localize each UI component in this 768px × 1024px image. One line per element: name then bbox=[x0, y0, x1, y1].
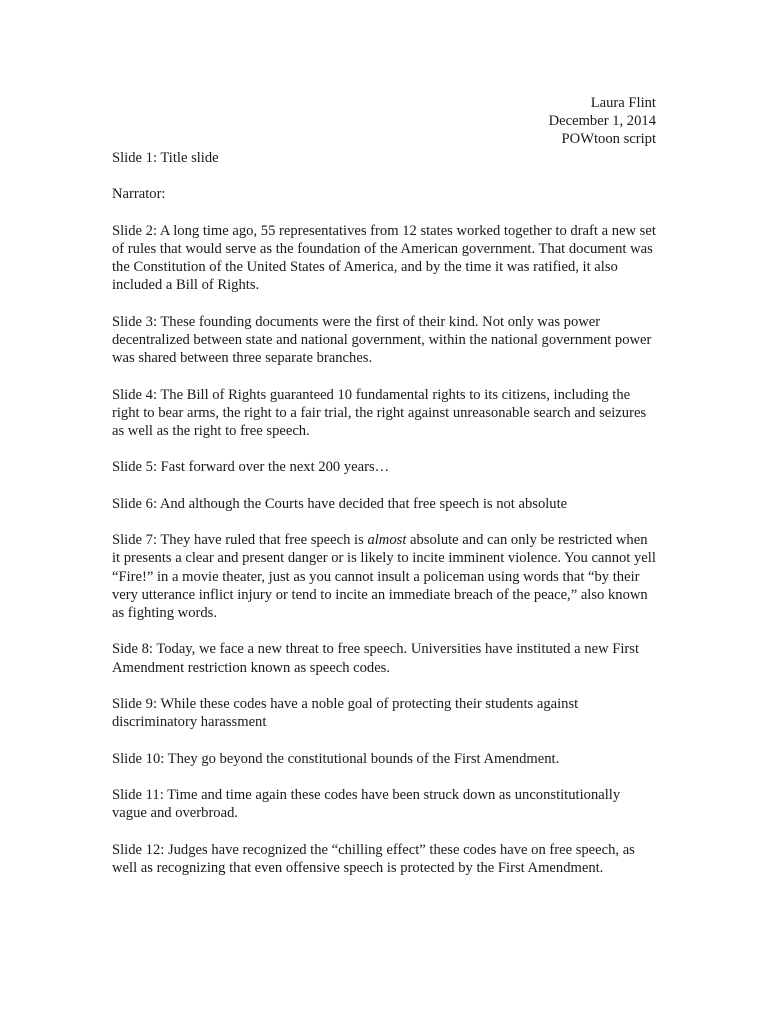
paragraph-slide-5: Slide 5: Fast forward over the next 200 years… bbox=[112, 459, 390, 476]
slide-7-text-after: absolute and can only be restricted when it presents a clear and present danger or is likely to incite imminent violence. You cannot yell “Fire!” in a movie theater, just as you cannot insult a policeman using words that “by their very utterance inflict injury or tend to incite an immediate breach of the peace,” also known as fighting words. bbox=[112, 532, 656, 621]
paragraph-slide-9: Slide 9: While these codes have a noble goal of protecting their students against discriminatory harassment bbox=[112, 695, 579, 731]
document-date: December 1, 2014 bbox=[548, 113, 656, 130]
slide-7-emphasis: almost bbox=[367, 532, 407, 549]
paragraph-slide-7 bbox=[112, 531, 658, 622]
paragraph-slide-10: Slide 10: They go beyond the constitutional bounds of the First Amendment. bbox=[112, 750, 560, 767]
paragraph-slide-6: Slide 6: And although the Courts have decided that free speech is not absolute bbox=[112, 495, 568, 512]
slide-7-text-before: Slide 7: They have ruled that free speech is bbox=[112, 532, 368, 549]
paragraph-slide-4: Slide 4: The Bill of Rights guaranteed 10 fundamental rights to its citizens, including the right to bear arms, the right to a fair trial, the right against unreasonable search and seizures as well as the right to free speech. bbox=[112, 386, 647, 439]
paragraph-slide-1: Slide 1: Title slide bbox=[112, 150, 219, 166]
document-body bbox=[112, 149, 658, 895]
paragraph-slide-8: Side 8: Today, we face a new threat to free speech. Universities have instituted a new First Amendment restriction known as speech codes. bbox=[112, 641, 640, 676]
paragraph-slide-3: Slide 3: These founding documents were the first of their kind. Not only was power decentralized between state and national government, within the national government power was shared between three separate branches. bbox=[112, 313, 652, 367]
paragraph-slide-2: Slide 2: A long time ago, 55 representatives from 12 states worked together to draft a new set of rules that would serve as the foundation of the American government. That document was the Constitution of the United States of America, and by the time it was ratified, it also included a Bill of Rights. bbox=[112, 222, 656, 294]
paragraph-slide-12: Slide 12: Judges have recognized the “chilling effect” these codes have on free speech, as well as recognizing that even offensive speech is protected by the First Amendment. bbox=[112, 841, 635, 876]
document-title: POWtoon script bbox=[561, 131, 656, 148]
paragraph-slide-11: Slide 11: Time and time again these codes have been struck down as unconstitutionally vague and overbroad. bbox=[112, 786, 621, 822]
document-header bbox=[549, 94, 656, 149]
paragraph-narrator: Narrator: bbox=[112, 186, 166, 203]
author-name: Laura Flint bbox=[590, 95, 656, 111]
